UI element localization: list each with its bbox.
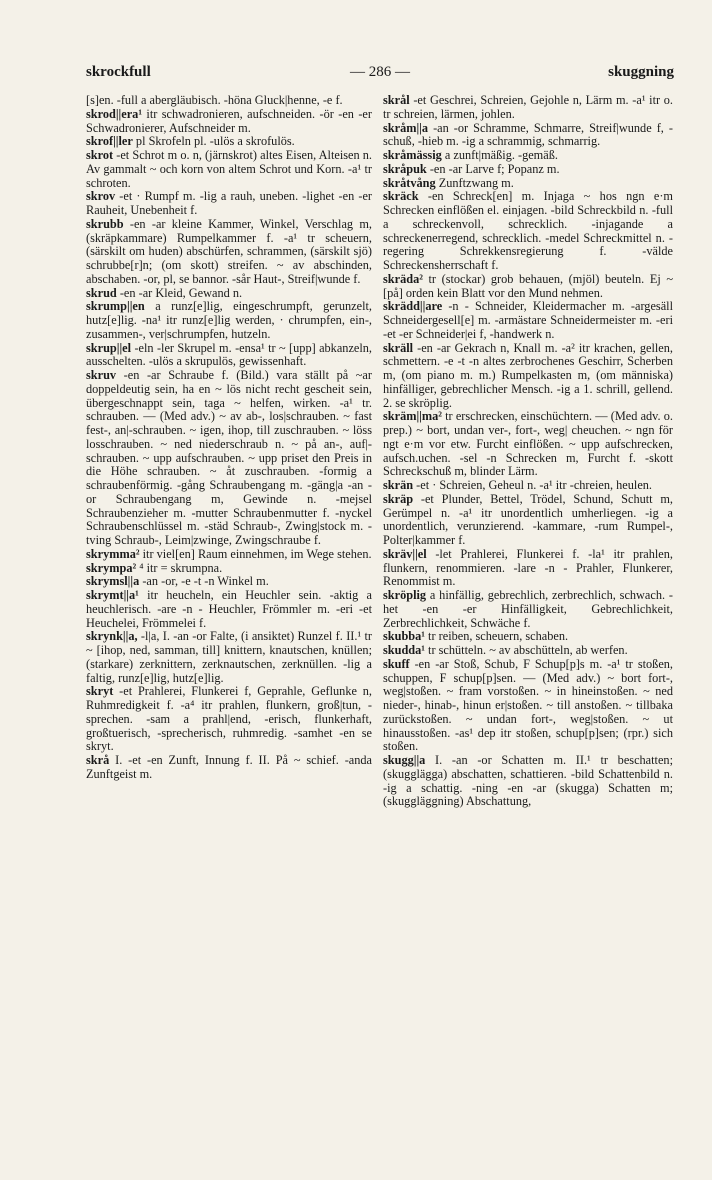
left-column — [86, 93, 376, 782]
entry-text: skråmässig a zunft|mäßig. -gemäß. — [383, 148, 558, 162]
dictionary-entry — [86, 216, 376, 287]
dictionary-entry — [86, 189, 376, 218]
entry-text: skräv||el -let Prahlerei, Flunkerei f. -la¹ itr prahlen, flunkern, renommieren. -lare -n - Prahler, Flunkerer, Renommist m. — [383, 546, 677, 589]
entry-text: skrädd||are -n - Schneider, Kleidermacher m. -argesäll Schneidergesell[e] m. -armästare Schneidermeister m. -eri -et -er Schneider|ei f, -handwerk n. — [383, 299, 677, 341]
entry-text: skrymsl||a -an -or, -e -t -n Winkel m. — [86, 574, 269, 589]
dictionary-entry — [383, 122, 673, 150]
dictionary-entry — [86, 148, 376, 190]
entry-text: skräda² tr (stockar) grob behauen, (mjöl) beuteln. Ej ~ [på] orden kein Blatt vor den Mund nehmen. — [383, 271, 677, 300]
dictionary-entry — [86, 629, 376, 685]
entry-text: skråpuk -en -ar Larve f; Popanz m. — [383, 161, 560, 176]
header-left-catchword: skrockfull — [86, 64, 151, 80]
entry-text: skugg||a I. -an -or Schatten m. II.¹ tr beschatten; (skugglägga) abschatten, schattieren. -bild Schattenbild n. -ig a schattig. -ning -en -ar (skugga) Schatten m; (skuggläggning) Abschattung, — [383, 753, 677, 809]
dictionary-entry — [86, 753, 376, 782]
right-column — [383, 93, 677, 809]
dictionary-entry — [86, 548, 372, 562]
dictionary-entry — [383, 479, 673, 493]
entry-text: skrump||en a runz[e]lig, eingeschrumpft, gerunzelt, hutz[e]lig. -na¹ itr runz[e]lig werden, · chrumpfen, ein-, zusammen-, ver|schrumpfen, hutzeln. — [86, 299, 376, 341]
entry-text: skrå I. -et -en Zunft, Innung f. II. På ~ schief. -anda Zunftgeist m. — [86, 753, 376, 781]
entry-text: skråm||a -an -or Schramme, Schmarre, Streif|wunde f, -schuß, -hieb m. -ig a schrammig, schmarrig. — [383, 120, 673, 149]
entry-text: skrod||era¹ itr schwadronieren, aufschneiden. -ör -en -er Schwadronierer, Aufschneider m. — [86, 106, 376, 135]
entry-text: skrot -et Schrot m o. n, (järnskrot) altes Eisen, Alteisen n. Av gammalt ~ och korn von altem Schrot und Korn. -a¹ tr schroten. — [86, 148, 376, 190]
dictionary-entry — [86, 340, 376, 370]
entry-text: skrymt||a¹ itr heucheln, ein Heuchler sein. -aktig a heuchlerisch. -are -n - Heuchler, Frömmler m. -eri -et Heuchelei, Frömmelei f. — [86, 588, 376, 630]
dictionary-entry — [383, 588, 677, 630]
dictionary-entry — [86, 588, 376, 630]
dictionary-entry — [383, 177, 673, 191]
entry-text: [s]en. -full a abergläubisch. -höna Gluck|henne, -e f. — [86, 93, 343, 107]
header-right-catchword: skuggning — [608, 64, 674, 80]
dictionary-entry — [86, 135, 372, 149]
entry-text: skrof||ler pl Skrofeln pl. -ulös a skrofulös. — [86, 134, 295, 149]
dictionary-entry — [383, 189, 677, 273]
dictionary-entry — [383, 753, 677, 809]
entry-text: skräck -en Schreck[en] m. Injaga ~ hos ngn e·m Schrecken einflößen el. einjagen. -bild Schreckbild n. -full a schreckenvoll, schrecklich. -injagande a schreckenerregend, schrecklich. -medel Schreckmittel n. -regering Schrekkensregierung f. -välde Schreckensherrschaft f. — [383, 189, 677, 272]
entry-text: skrubb -en -ar kleine Kammer, Winkel, Verschlag m, (skräpkammare) Rumpelkammer f. -a¹ tr scheuern, (särskilt om huden) abschürfen, schrammen, (särskilt sjö) schrubbe[r]n; (om skott) streifen. ~ av abschinden, abschaben. -or, pl, se bannor. -sår Haut-, Streif|wunde f. — [86, 216, 376, 286]
dictionary-entry — [86, 299, 376, 341]
dictionary-entry — [383, 656, 677, 754]
dictionary-entry — [383, 93, 677, 122]
dictionary-entry — [383, 644, 673, 658]
dictionary-entry — [86, 368, 376, 548]
dictionary-entry — [86, 575, 372, 589]
dictionary-entry — [86, 287, 372, 301]
entry-text: skräm||ma² tr erschrecken, einschüchtern. — (Med adv. o. prep.) ~ bort, undan ver-, fort-, weg| cheuchen. ~ ngn för ngt e·m vor etw. Furcht einflößen. ~ upp aufschrecken, aufsch.uchen. -sel -n Schrecken m, Furcht f. -skott Schreckschuß m, blinder Lärm. — [383, 409, 677, 479]
entry-text: skräll -en -ar Gekrach n, Knall m. -a² itr krachen, gellen, schmettern. -e -t -n altes zerbrochenes Geschirr, Scherben m, (om piano m. m.) Rumpelkasten m, (om människa) hinfälliger, gebrechlicher Mensch. -ig a 1. schrill, gellend. 2. se skröplig. — [383, 340, 677, 410]
entry-text: skryt -et Prahlerei, Flunkerei f, Geprahle, Geflunke n, Ruhmredigkeit f. -a⁴ itr prahlen, flunkern, groß|tun, -sprechen. -sam a prahl|end, -erisch, flunkerhaft, großtuerisch, -sprecherisch, ruhmredig. -samhet -en se skryt. — [86, 684, 376, 754]
entry-text: skräp -et Plunder, Bettel, Trödel, Schund, Schutt m, Gerümpel n. -a¹ itr unordentlich umherliegen. -ig a unordentlich, verunzierend. -kammare, -rum Rumpel-, Polter|kammer f. — [383, 491, 677, 547]
dictionary-entry — [383, 149, 673, 163]
dictionary-entry — [86, 562, 372, 576]
entry-text: skråtvång Zunftzwang m. — [383, 175, 514, 190]
entry-text: skrov -et · Rumpf m. -lig a rauh, uneben. -lighet -en -er Rauheit, Unebenheit f. — [86, 189, 376, 217]
entry-text: skrympa² ⁴ itr = skrumpna. — [86, 560, 223, 575]
page-header — [86, 64, 674, 86]
entry-text: skrynk||a, -l|a, I. -an -or Falte, (i ansiktet) Runzel f. II.¹ tr ~ [ihop, ned, samman, till] knittern, knautschen, knüllen; (starkare) zerknittern, zerknautschen, zerknüllen. -lig a faltig, runz[e]lig, hutz[e]lig. — [86, 629, 376, 685]
entry-text: skruv -en -ar Schraube f. (Bild.) vara ställt på ~ar doppeldeutig sein, ha en ~ lös nicht recht gescheit sein, übergeschnappt sein, taga ~ helfen, wirken. -a¹ tr. schrauben. — (Med adv.) ~ av ab-, los|schrauben. ~ fast fest-, an|-schrauben. ~ igen, ihop, till zuschrauben. ~ löss losschrauben. ~ ned niederschraub n. ~ på an-, auf|-schrauben. ~ upp aufschrauben. ~ upp priset den Preis in die Höhe schrauben. ~ åt zuschrauben. -formig a schraubenförmig. -gång Schraubengang m. -gäng|a -an -or Schraubengang m, Gewinde n. -mejsel Schraubenzieher m. -mutter Schraubenmutter f. -nyckel Schraubenschlüssel m. -städ Schraub-, Zwing|stock m. -tving Schraub-, Leim|zwinge, Zwingschraube f. — [86, 368, 376, 547]
entry-text: skröplig a hinfällig, gebrechlich, zerbrechlich, schwach. -het -en -er Hinfälligkeit, Gebrechlichkeit, Zerbrechlichkeit, Schwäche f. — [383, 588, 677, 630]
entry-text: skuff -en -ar Stoß, Schub, F Schup[p]s m. -a¹ tr stoßen, schuppen, F schup[p]sen. — (Med adv.) ~ bort fort-, weg|stoßen. ~ fram vorstoßen. ~ in hineinstoßen. ~ ned nieder-, hinab-, hinun er|stoßen. ~ till anstoßen. ~ tillbaka zurückstoßen. ~ undan fort-, weg|stoßen. ~ ut hinausstoßen. -as¹ dep itr stoßen, schup[p]sen; (rpr.) sich stoßen. — [383, 656, 677, 754]
entry-text: skubba¹ tr reiben, scheuern, schaben. — [383, 629, 569, 644]
entry-text: skudda¹ tr schütteln. ~ av abschütteln, ab werfen. — [383, 643, 628, 657]
dictionary-entry — [383, 630, 673, 644]
entry-text: skrud -en -ar Kleid, Gewand n. — [86, 285, 243, 300]
dictionary-entry — [86, 684, 376, 754]
dictionary-entry — [383, 271, 677, 301]
dictionary-entry — [383, 340, 677, 411]
dictionary-entry — [86, 94, 372, 108]
entry-text: skrål -et Geschrei, Schreien, Gejohle n, Lärm m. -a¹ itr o. tr schreien, lärmen, johlen. — [383, 93, 677, 121]
entry-text: skrup||el -eln -ler Skrupel m. -ensa¹ tr ~ [upp] abkanzeln, ausschelten. -ulös a skrupulös, gewissenhaft. — [86, 340, 376, 369]
dictionary-entry — [383, 299, 677, 341]
dictionary-entry — [86, 106, 376, 136]
dictionary-entry — [383, 491, 677, 548]
entry-text: skrän -et · Schreien, Geheul n. -a¹ itr -chreien, heulen. — [383, 478, 653, 492]
page-number: — 286 — — [350, 64, 410, 80]
dictionary-entry — [383, 163, 673, 177]
entry-text: skrymma² itr viel[en] Raum einnehmen, im Wege stehen. — [86, 546, 372, 561]
dictionary-entry — [383, 409, 677, 479]
dictionary-entry — [383, 546, 677, 589]
